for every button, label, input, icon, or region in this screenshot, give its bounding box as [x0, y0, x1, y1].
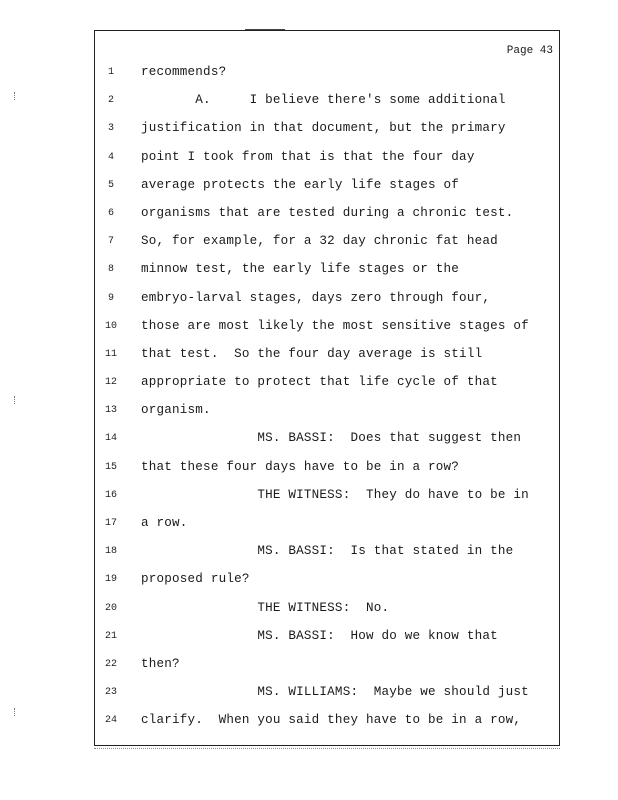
line-text: organism. — [141, 403, 211, 418]
line-text: MS. BASSI: Does that suggest then — [141, 431, 522, 446]
transcript-line — [95, 178, 559, 206]
line-text: that test. So the four day average is still — [141, 346, 483, 361]
line-number: 18 — [104, 546, 117, 558]
page-number: Page 43 — [506, 45, 553, 57]
line-number: 15 — [104, 461, 117, 473]
line-number: 6 — [107, 207, 114, 219]
line-text: organisms that are tested during a chronic test. — [141, 205, 514, 220]
line-number: 14 — [104, 433, 117, 445]
line-text: THE WITNESS: No. — [141, 600, 390, 615]
line-number: 22 — [104, 658, 117, 670]
line-text: THE WITNESS: They do have to be in — [141, 487, 529, 502]
transcript-line — [95, 121, 559, 149]
line-text: then? — [141, 656, 180, 671]
transcript-line — [95, 572, 559, 600]
line-text: minnow test, the early life stages or the — [141, 262, 460, 277]
transcript-line — [95, 516, 559, 544]
line-text: MS. WILLIAMS: Maybe we should just — [141, 685, 529, 700]
line-number: 7 — [107, 236, 114, 248]
line-text: MS. BASSI: Is that stated in the — [141, 544, 514, 559]
line-number: 3 — [107, 123, 114, 135]
line-number: 16 — [104, 489, 117, 501]
line-text: justification in that document, but the primary — [141, 121, 506, 136]
line-text: that these four days have to be in a row? — [141, 459, 460, 474]
line-text: average protects the early life stages of — [141, 177, 460, 192]
transcript-line — [95, 234, 559, 262]
line-number: 1 — [107, 67, 114, 78]
transcript-line — [95, 431, 559, 459]
transcript-line — [95, 488, 559, 516]
transcript-line — [95, 375, 559, 403]
transcript-line — [95, 206, 559, 234]
line-text: MS. BASSI: How do we know that — [141, 628, 498, 643]
line-number: 5 — [107, 179, 114, 191]
transcript-line — [95, 544, 559, 572]
line-number: 2 — [107, 95, 114, 107]
line-number: 13 — [104, 405, 117, 417]
transcript-line — [95, 403, 559, 431]
line-number: 9 — [107, 292, 114, 304]
line-number: 10 — [104, 320, 117, 332]
transcript-line — [95, 262, 559, 290]
line-text: recommends? — [141, 65, 227, 79]
line-text: those are most likely the most sensitive stages of — [141, 318, 529, 333]
line-number: 8 — [107, 264, 114, 276]
line-text: So, for example, for a 32 day chronic fat head — [141, 234, 498, 249]
line-text: clarify. When you said they have to be in a row, — [141, 713, 522, 728]
line-number: 20 — [104, 602, 117, 614]
line-text: appropriate to protect that life cycle of that — [141, 375, 498, 390]
line-text: A. I believe there's some additional — [141, 93, 506, 108]
transcript-line — [95, 291, 559, 319]
transcript-line — [95, 65, 559, 93]
line-number: 17 — [104, 518, 117, 529]
transcript-line — [95, 657, 559, 685]
line-text: point I took from that is that the four day — [141, 149, 475, 164]
transcript-line — [95, 347, 559, 375]
line-text: embryo-larval stages, days zero through four, — [141, 290, 491, 305]
bottom-scan-rule — [94, 748, 560, 749]
line-number: 23 — [104, 687, 117, 699]
transcript-page — [94, 30, 560, 746]
line-number: 12 — [104, 377, 117, 389]
transcript-line — [95, 319, 559, 347]
transcript-line — [95, 93, 559, 121]
transcript-lines — [95, 65, 559, 742]
transcript-line — [95, 629, 559, 657]
line-text: a row. — [141, 516, 188, 530]
transcript-line — [95, 601, 559, 629]
line-number: 21 — [104, 630, 117, 642]
transcript-line — [95, 150, 559, 178]
margin-mark — [14, 708, 18, 716]
transcript-line — [95, 685, 559, 713]
transcript-line — [95, 713, 559, 741]
line-number: 24 — [104, 715, 117, 727]
line-number: 4 — [107, 151, 114, 163]
line-number: 19 — [104, 574, 117, 586]
margin-mark — [14, 92, 18, 100]
transcript-line — [95, 460, 559, 488]
line-number: 11 — [104, 348, 117, 360]
line-text: proposed rule? — [141, 572, 250, 587]
margin-mark — [14, 396, 18, 404]
